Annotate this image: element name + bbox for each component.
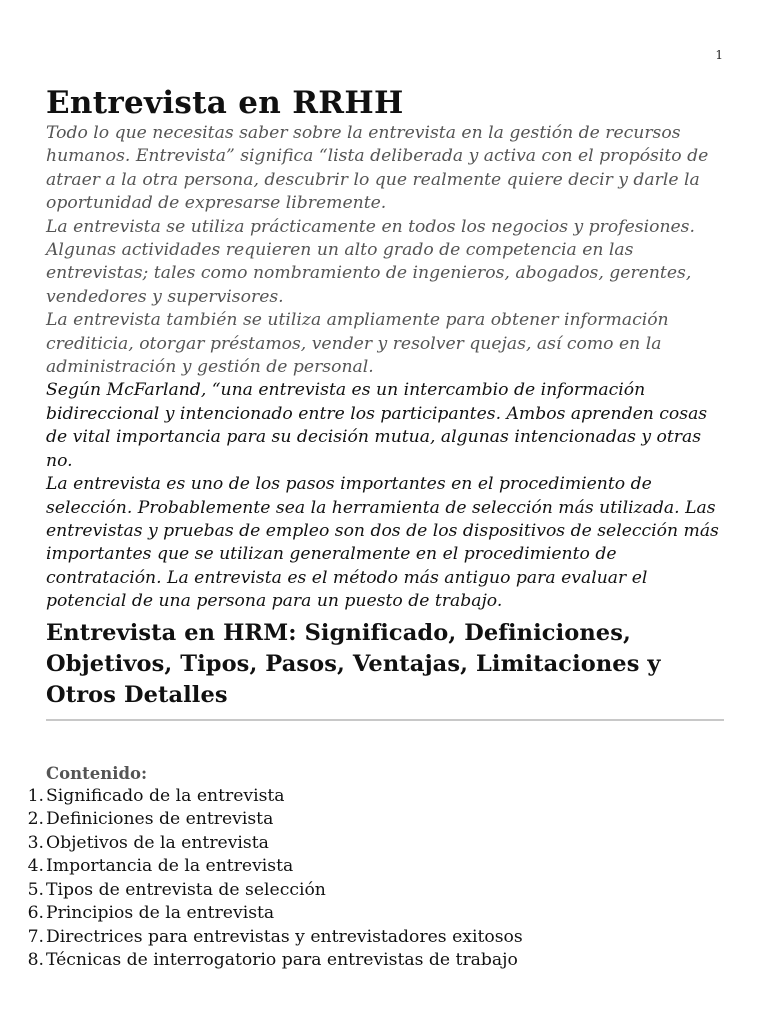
page-number: 1 [715,48,723,62]
toc-heading: Contenido: [46,763,148,783]
toc-item[interactable] [27,855,726,879]
toc-item[interactable] [27,926,726,950]
toc-item-label: Significado de la entrevista [46,785,285,806]
toc-item-number: 4. [27,856,44,877]
mcfarland-paragraph: Según McFarland, “una entrevista es un intercambio de información bidireccional y intencionado entre los participantes. Ambos aprenden cosas de vital importancia para su decisión mutua, algunas intencionadas y otras no. [46,380,708,471]
selection-paragraph: La entrevista es uno de los pasos importantes en el procedimiento de selección. Probablemente sea la herramienta de selección más utilizada. Las entrevistas y pruebas de empleo son dos de los dispositivos de selección más importantes que se utilizan generalmente en el procedimiento de contratación. La entrevista es el método más antiguo para evaluar el potencial de una persona para un puesto de trabajo. [46,474,719,612]
toc-item-label: Importancia de la entrevista [46,856,294,877]
intro-paragraph: Todo lo que necesitas saber sobre la entrevista en la gestión de recursos humanos. Entrevista” significa “lista deliberada y activa con el propósito de atraer a la otra persona, descubrir lo que realmente quiere decir y darle la oportunidad de expresarse libremente. [46,123,709,214]
usage-paragraph: La entrevista se utiliza prácticamente en todos los negocios y profesiones. Algunas actividades requieren un alto grado de competencia en las entrevistas; tales como nombramiento de ingenieros, abogados, gerentes, vendedores y supervisores. [46,216,695,307]
toc-item-number: 1. [27,785,44,806]
toc-item-number: 6. [27,903,44,924]
toc-item[interactable] [27,808,726,832]
toc-item[interactable] [27,902,726,926]
toc-item-label: Directrices para entrevistas y entrevistadores exitosos [46,926,523,947]
document-body [27,84,726,973]
table-of-contents [27,785,726,973]
toc-item-number: 7. [27,926,44,947]
toc-item-number: 5. [27,879,44,900]
toc-item-label: Principios de la entrevista [46,903,275,924]
toc-item-number: 2. [27,809,44,830]
toc-item[interactable] [27,785,726,809]
toc-item-number: 3. [27,832,44,853]
horizontal-divider [46,719,724,721]
credit-paragraph: La entrevista también se utiliza ampliamente para obtener información crediticia, otorgar préstamos, vender y resolver quejas, así como en la administración y gestión de personal. [46,310,669,378]
toc-item-label: Tipos de entrevista de selección [46,879,326,900]
toc-item-label: Definiciones de entrevista [46,809,274,830]
toc-item-label: Objetivos de la entrevista [46,832,269,853]
section-heading: Entrevista en HRM: Significado, Definiciones, Objetivos, Tipos, Pasos, Ventajas, Limitaciones y Otros Detalles [46,619,661,708]
toc-item[interactable] [27,949,726,973]
toc-item-number: 8. [27,950,44,971]
document-title: Entrevista en RRHH [46,85,404,121]
toc-item-label: Técnicas de interrogatorio para entrevistas de trabajo [46,950,518,971]
toc-item[interactable] [27,832,726,856]
toc-item[interactable] [27,879,726,903]
